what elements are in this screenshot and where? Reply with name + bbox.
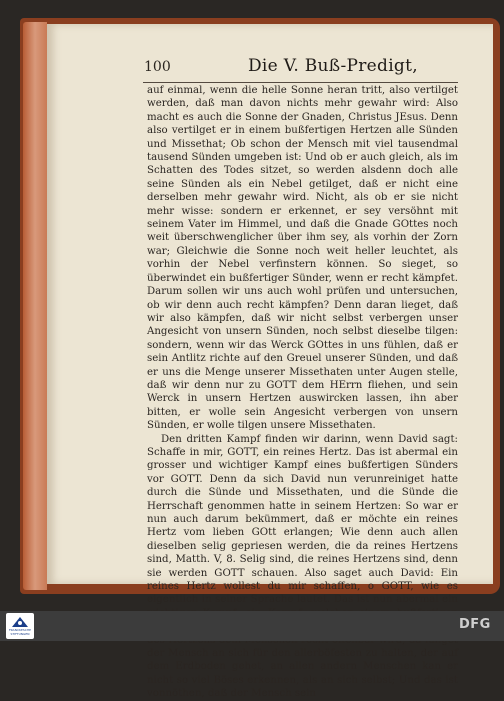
paragraph-1: auf einmal, wenn die helle Sonne heran tritt, also vertilget werden, daß man davon nichts mehr gewahr wird: Also macht es auch die Sonne der Gnaden, Christus JEsus. Denn also vertilget er in einem bußfertigen Hertzen alle Sünden und Missethat; Ob schon der Mensch mit viel tausendmal tausend Sünden umgeben ist: Und ob er auch gleich, als im Schatten des Todes sitzet, so werden alsdenn doch alle seine Sünden als ein Nebel getilget, daß er nicht eine derselben mehr gewahr wird. Nicht, als ob er sie nicht mehr wisse: sondern er erkennet, er sey versöhnt mit seinem Vater im Himmel, und daß die Gnade GOttes noch weit überschwenglicher über ihm sey, als vorhin der Zorn war; Gleichwie die Sonne noch weit heller leuchtet, als vorhin der Nebel verfinstern können. So sieget, so überwindet ein bußfertiger Sünder, wenn er recht kämpfet. Darum sollen wir uns auch wohl prüfen und untersuchen, ob wir denn auch recht kämpfen? Denn daran lieget, daß wir also kämpfen, daß wir nicht selbst verbergen unser Angesicht von unsern Sünden, noch selbst dieselbe tilgen: sondern, wenn wir das Werck GOttes in uns fühlen, daß er sein Antlitz richte auf den Greuel unserer Sünden, und daß er uns die Menge unserer Missethaten unter Augen stelle, daß wir denn nur zu GOTT dem HErrn fliehen, und sein Werck in unsern Hertzen auswircken lassen, ihn aber bitten, er wolle sein Angesicht verbergen von unsern Sünden, er wolle tilgen unsere Missethaten.	[147, 85, 458, 432]
library-emblem-icon	[10, 615, 30, 629]
running-title: Die V. Buß-Predigt,	[248, 56, 418, 76]
library-caption: FRANCKESCHE STIFTUNGEN	[8, 628, 32, 636]
viewer-footer-bar	[0, 611, 504, 641]
paragraph-2: Den dritten Kampf finden wir darinn, wenn David sagt: Schaffe in mir, GOTT, ein reines Hertz. Das ist abermal ein grosser und wichtiger Kampf eines bußfertigen Sünders vor GOTT. Denn da sich David nun verunreiniget hatte durch die Sünde und Missethaten, und die Sünde die Herrschaft genommen hatte in seinem Hertzen: So war er nun auch darum bekümmert, daß er möchte ein reines Hertz vom lieben GOtt erlangen; Wie denn auch allen dieselben selig gepriesen werden, die da reines Hertzens sind, Matth. V, 8. Selig sind, die reines Hertzens sind, denn sie werden GOTT schauen. Also saget auch David: Ein reines Hertz wollest du mir schaffen, o GOTT, wie es eigentlich in seiner Sprache lautet. Das ist nun abermal ein der Mensch an sich für den allerböfesten zu halten, der auf dem Erdboden gehet, an allen andern Menschen kan er nicht so viel Böses erkennen, als an sich selbst; Und das ist vonnöthen, daß der Mensch sein	[147, 433, 458, 700]
funder-logo[interactable]: DFG	[459, 617, 491, 632]
page-edge	[23, 22, 47, 590]
page-number: 100	[144, 59, 171, 75]
header-rule	[143, 82, 458, 83]
body-text	[147, 84, 458, 701]
page-header	[98, 54, 458, 74]
